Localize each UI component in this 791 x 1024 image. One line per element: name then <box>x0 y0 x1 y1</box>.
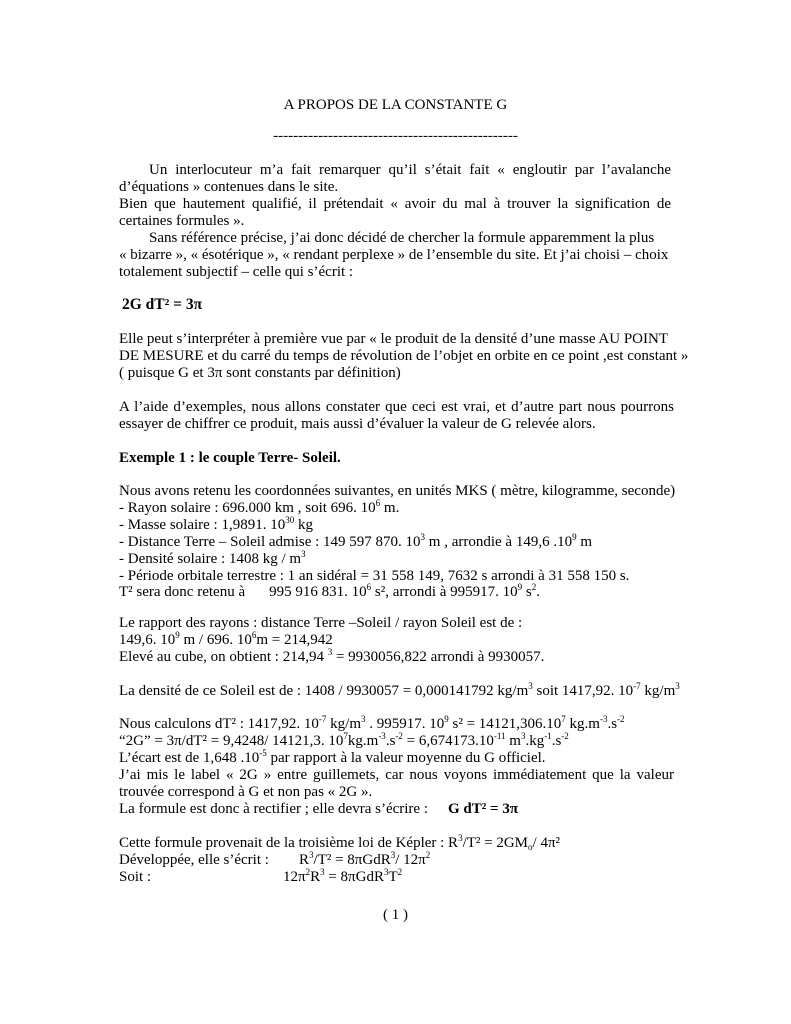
coords-periode: - Période orbitale terrestre : 1 an sidéral = 31 558 149, 7632 s arrondi à 31 558 150 s. <box>119 568 630 584</box>
interp-line-1: Elle peut s’interpréter à première vue par « le produit de la densité d’une masse AU POINT <box>119 331 668 347</box>
document-title: A PROPOS DE LA CONSTANTE G <box>283 97 508 113</box>
densite-line: La densité de ce Soleil est de : 1408 / 9930057 = 0,000141792 $kg/m^3$ soit 1417,92. $10^{-7}$ $kg/m^3$ <box>119 681 680 699</box>
rapport-line-3: Elevé au cube, on obtient : 214,94 $^3$ = 9930056,822 arrondi à 9930057. <box>119 647 545 665</box>
formula-g-corrected: G dT² = 3π <box>448 801 519 817</box>
rapport-line-2: 149,6. $10^9$ m / 696. $10^6m = 214,942$ <box>119 630 333 648</box>
calc-line-2: “2G” = 3π/dT² = 9,4248/ 14121,3. $10^7kg.m^{-3}.s^{-2} = 6,674173.10^{-11}$ $m^3.kg^{-1}.s^{-2}$ <box>119 731 569 749</box>
intro-line-3: Bien que hautement qualifié, il prétendait « avoir du mal à trouver la signification de <box>119 196 671 212</box>
calc-line-3: L’écart est de 1,648 $.10^{-5}$ par rapport à la valeur moyenne du G officiel. <box>119 748 546 766</box>
interp-line-3: ( puisque G et 3π sont constants par définition) <box>119 365 401 381</box>
rapport-line-1: Le rapport des rayons : distance Terre –Soleil / rayon Soleil est de : <box>119 615 523 631</box>
calc-line-6: La formule est donc à rectifier ; elle devra s’écrire : G dT² = 3π <box>119 801 519 817</box>
intro-line-2: d’équations » contenues dans le site. <box>119 179 339 195</box>
page-number: ( 1 ) <box>383 907 408 923</box>
formula-2g: 2G dT² = 3π <box>122 296 203 313</box>
kepler-line-3: Soit : $12\pi^2R^3 = 8\pi GdR^3T^2$ <box>119 867 403 885</box>
coords-distance: - Distance Terre – Soleil admise : 149 597 870. $10^3$ m , arrondie à 149,6 $.10^9$ m <box>119 532 593 550</box>
calc-line-5: trouvée correspond à G et non pas « 2G ». <box>119 784 373 800</box>
example-heading: Exemple 1 : le couple Terre- Soleil. <box>119 450 341 466</box>
coords-intro: Nous avons retenu les coordonnées suivantes, en unités MKS ( mètre, kilogramme, seconde) <box>119 483 676 499</box>
title-separator: ------------------------------------------------- <box>273 128 518 144</box>
intro-line-5: Sans référence précise, j’ai donc décidé de chercher la formule apparemment la plus <box>149 230 655 246</box>
calc-line-1: Nous calculons dT² : 1417,92. $10^{-7}$ $kg/m^3$ . 995917. $10^9$ $s^2 = 14121,306.10^7$ $kg.m^{-3}.s^{-2}$ <box>119 714 625 732</box>
aide-line-1: A l’aide d’exemples, nous allons constater que ceci est vrai, et d’autre part nous pourrons <box>119 399 674 415</box>
intro-line-1: Un interlocuteur m’a fait remarquer qu’il s’était fait « engloutir par l’avalanche <box>149 162 671 178</box>
intro-line-7: totalement subjectif – celle qui s’écrit : <box>119 264 354 280</box>
calc-line-4: J’ai mis le label « 2G » entre guillemets, car nous voyons immédiatement que la valeur <box>119 767 674 783</box>
intro-line-4: certaines formules ». <box>119 213 245 229</box>
interp-line-2: DE MESURE et du carré du temps de révolution de l’objet en orbite en ce point ,est constant » <box>119 348 689 364</box>
kepler-line-2: Développée, elle s’écrit : $R^3/T^2 = 8\pi GdR^3/$ $12\pi^2$ <box>119 850 431 868</box>
coords-t2: T² sera donc retenu à 995 916 831. $10^6$ s², arrondi à 995917. $10^9$ $s^2$. <box>119 582 541 600</box>
aide-line-2: essayer de chiffrer ce produit, mais aussi d’évaluer la valeur de G relevée alors. <box>119 416 596 432</box>
coords-rayon: - Rayon solaire : 696.000 km , soit 696. $10^6$ m. <box>119 498 400 516</box>
kepler-line-1: Cette formule provenait de la troisième loi de Képler : $R^3/T^2 = 2GM_o/$ 4π² <box>119 833 561 852</box>
intro-line-6: « bizarre », « ésotérique », « rendant perplexe » de l’ensemble du site. Et j’ai choisi – choix <box>119 247 669 263</box>
coords-densite: - Densité solaire : 1408 kg / $m^3$ <box>119 549 306 567</box>
coords-masse: - Masse solaire : 1,9891. $10^{30}$ kg <box>119 515 313 533</box>
